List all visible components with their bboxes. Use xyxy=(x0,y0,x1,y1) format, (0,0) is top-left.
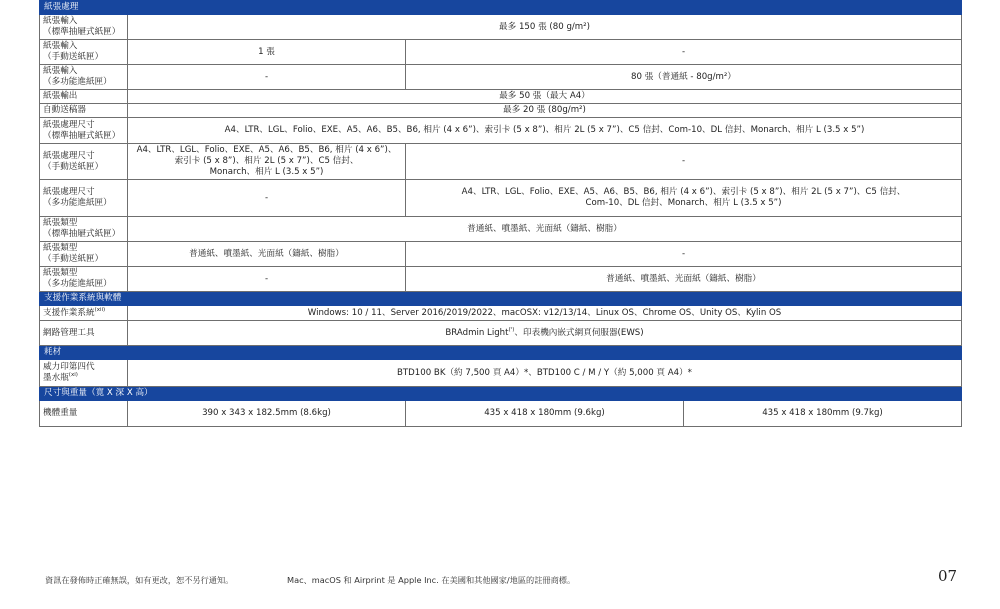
cell-value: A4、LTR、LGL、Folio、EXE、A5、A6、B5、B6, 相片 (4 x 6”)、索引卡 (5 x 8”)、相片 2L (5 x 7”)、C5 信封、Com-10、DL 信封、Monarch、相片 L (3.5 x 5”) xyxy=(128,118,962,144)
row-size-standard-tray: 紙張處理尺寸 （標準抽屜式紙匣） A4、LTR、LGL、Folio、EXE、A5、A6、B5、B6, 相片 (4 x 6”)、索引卡 (5 x 8”)、相片 2L (5 x 7”)、C5 信封、Com-10、DL 信封、Monarch、相片 L (3.5 x 5”) xyxy=(40,118,962,144)
section-dimensions-weight xyxy=(40,387,962,401)
cell-value: 普通紙、噴墨紙、光面紙（鑄紙、樹脂） xyxy=(128,242,406,267)
spec-table xyxy=(39,0,962,427)
row-input-standard-tray: 紙張輸入 （標準抽屜式紙匣） 最多 150 張 (80 g/m²) xyxy=(40,15,962,40)
cell-value: - xyxy=(406,40,962,65)
cell-value: - xyxy=(128,180,406,217)
page-number: 07 xyxy=(938,567,958,585)
row-type-standard-tray: 紙張類型 （標準抽屜式紙匣） 普通紙、噴墨紙、光面紙（鑄紙、樹脂） xyxy=(40,217,962,242)
cell-value: 最多 150 張 (80 g/m²) xyxy=(128,15,962,40)
row-ink-bottle: 威力印第四代 墨水瓶$^{(xi)}$ BTD100 BK（約 7,500 頁 A4）*、BTD100 C / M / Y（約 5,000 頁 A4）* xyxy=(40,360,962,387)
row-network-tools: 網路管理工具 BRAdmin Light$^{(ᵗ)}$、印表機內嵌式網頁伺服器(EWS) xyxy=(40,321,962,346)
footer-disclaimer: 資訊在發佈時正確無誤，如有更改，恕不另行通知。 xyxy=(45,575,234,585)
row-size-manual-tray: 紙張處理尺寸 （手動送紙匣） A4、LTR、LGL、Folio、EXE、A5、A6、B5、B6, 相片 (4 x 6”)、 索引卡 (5 x 8”)、相片 2L (5 x 7”)、C5 信封、 Monarch、相片 L (3.5 x 5”) - xyxy=(40,144,962,180)
cell-value: A4、LTR、LGL、Folio、EXE、A5、A6、B5、B6, 相片 (4 x 6”)、 索引卡 (5 x 8”)、相片 2L (5 x 7”)、C5 信封、 Monarch、相片 L (3.5 x 5”) xyxy=(128,144,406,180)
cell-value: 普通紙、噴墨紙、光面紙（鑄紙、樹脂） xyxy=(128,217,962,242)
cell-value: - xyxy=(406,144,962,180)
row-adf: 自動送稿器 最多 20 張 (80g/m²) xyxy=(40,104,962,118)
cell-value: 1 張 xyxy=(128,40,406,65)
section-consumables xyxy=(40,346,962,360)
section-title: 耗材 xyxy=(40,346,962,360)
cell-value: - xyxy=(128,267,406,292)
cell-value: 80 張（普通紙 - 80g/m²） xyxy=(406,65,962,90)
cell-value: BRAdmin Light$^{(ᵗ)}$、印表機內嵌式網頁伺服器(EWS) xyxy=(128,321,962,346)
cell-value: 普通紙、噴墨紙、光面紙（鑄紙、樹脂） xyxy=(406,267,962,292)
cell-value: - xyxy=(128,65,406,90)
row-paper-output: 紙張輸出 最多 50 張（最大 A4） xyxy=(40,90,962,104)
row-type-manual-tray: 紙張類型 （手動送紙匣） 普通紙、噴墨紙、光面紙（鑄紙、樹脂） - xyxy=(40,242,962,267)
cell-value: BTD100 BK（約 7,500 頁 A4）*、BTD100 C / M / Y（約 5,000 頁 A4）* xyxy=(128,360,962,387)
section-os-software xyxy=(40,292,962,306)
footer-trademark: Mac、macOS 和 Airprint 是 Apple Inc. 在美國和其他國家/地區的註冊商標。 xyxy=(287,575,576,585)
row-input-manual-tray: 紙張輸入 （手動送紙匣） 1 張 - xyxy=(40,40,962,65)
cell-value: 390 x 343 x 182.5mm (8.6kg) xyxy=(128,401,406,427)
row-size-multipurpose-tray: 紙張處理尺寸 （多功能進紙匣） - A4、LTR、LGL、Folio、EXE、A5、A6、B5、B6, 相片 (4 x 6”)、索引卡 (5 x 8”)、相片 2L (5 x 7”)、C5 信封、 Com-10、DL 信封、Monarch、相片 L (3.5 x 5”) xyxy=(40,180,962,217)
cell-value: 最多 20 張 (80g/m²) xyxy=(128,104,962,118)
section-paper-handling xyxy=(40,1,962,15)
cell-value: 435 x 418 x 180mm (9.7kg) xyxy=(684,401,962,427)
cell-value: 435 x 418 x 180mm (9.6kg) xyxy=(406,401,684,427)
row-type-multipurpose-tray: 紙張類型 （多功能進紙匣） - 普通紙、噴墨紙、光面紙（鑄紙、樹脂） xyxy=(40,267,962,292)
cell-value: A4、LTR、LGL、Folio、EXE、A5、A6、B5、B6, 相片 (4 x 6”)、索引卡 (5 x 8”)、相片 2L (5 x 7”)、C5 信封、 Com-10、DL 信封、Monarch、相片 L (3.5 x 5”) xyxy=(406,180,962,217)
cell-value: 最多 50 張（最大 A4） xyxy=(128,90,962,104)
cell-value: Windows: 10 / 11、Server 2016/2019/2022、macOSX: v12/13/14、Linux OS、Chrome OS、Unity OS、Kylin OS xyxy=(128,306,962,321)
row-input-multipurpose-tray: 紙張輸入 （多功能進紙匣） - 80 張（普通紙 - 80g/m²） xyxy=(40,65,962,90)
section-title: 紙張處理 xyxy=(40,1,962,15)
row-weight: 機體重量 390 x 343 x 182.5mm (8.6kg) 435 x 418 x 180mm (9.6kg) 435 x 418 x 180mm (9.7kg) xyxy=(40,401,962,427)
row-supported-os: 支援作業系統$^{(xii)}$ Windows: 10 / 11、Server 2016/2019/2022、macOSX: v12/13/14、Linux OS、Chrome OS、Unity OS、Kylin OS xyxy=(40,306,962,321)
cell-value: - xyxy=(406,242,962,267)
section-title: 尺寸與重量（寬 X 深 X 高） xyxy=(40,387,962,401)
section-title: 支援作業系統與軟體 xyxy=(40,292,962,306)
